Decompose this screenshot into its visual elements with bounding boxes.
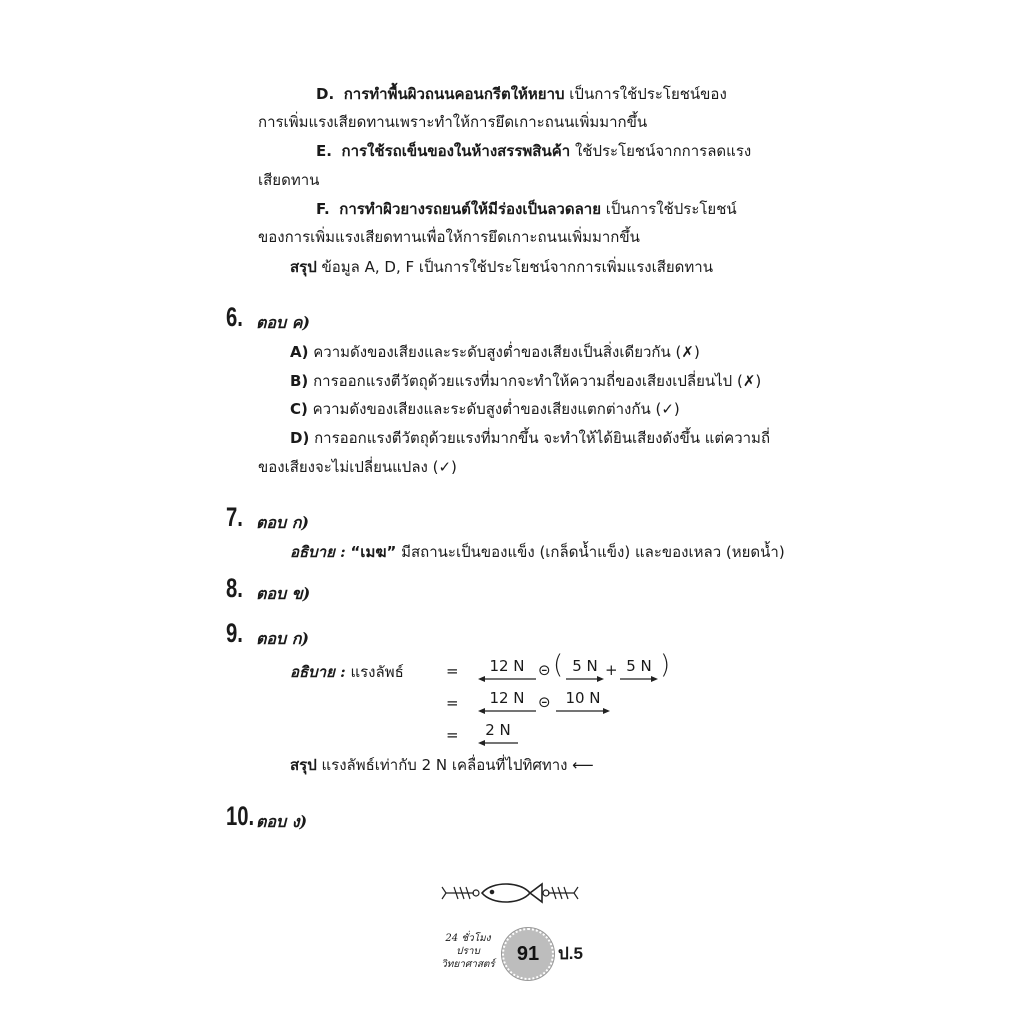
force-5n-right-a [562, 656, 608, 683]
item-title: การทำผิวยางรถยนต์ให้มีร่องเป็นลวดลาย [339, 200, 601, 218]
equals-sign: = [446, 726, 459, 744]
q9-explain-label [290, 660, 404, 684]
answer-7: ตอบ ก) [256, 513, 309, 532]
book-title-line: 24 ชั่วโมง [445, 933, 491, 944]
summary-text: แรงลัพธ์เท่ากับ 2 N เคลื่อนที่ไปทิศทาง [316, 756, 568, 774]
item-title: การทำพื้นผิวถนนคอนกรีตให้หยาบ [343, 85, 565, 103]
equals-sign: = [446, 694, 459, 712]
left-arrow-icon [478, 739, 518, 747]
force-12n-left [474, 656, 540, 683]
item-f-line2: ของการเพิ่มแรงเสียดทานเพื่อให้การยึดเกาะถนนเพิ่มมากขึ้น [258, 228, 640, 246]
right-arrow-icon [620, 675, 658, 683]
item-letter: E. [316, 142, 332, 160]
force-label: 5 N [626, 657, 652, 675]
item-f-line1 [316, 197, 737, 221]
plus-sign: + [605, 661, 618, 679]
force-label: 10 N [565, 689, 601, 707]
item-d-line2: การเพิ่มแรงเสียดทานเพราะทำให้การยึดเกาะถนนเพิ่มมากขึ้น [258, 113, 648, 131]
q6-option-a [290, 340, 700, 364]
force-10n-right [552, 688, 614, 715]
item-letter: F. [316, 200, 330, 218]
page-number: 91 [516, 942, 540, 965]
summary-2 [290, 753, 594, 777]
summary-label: สรุป [290, 258, 317, 276]
force-5n-right-b [616, 656, 662, 683]
q6-option-d-cont: ของเสียงจะไม่เปลี่ยนแปลง (✓) [258, 458, 457, 476]
question-number-7: 7. [226, 502, 243, 532]
right-arrow-icon [566, 675, 604, 683]
option-key: B) [290, 372, 309, 390]
left-arrow-icon [478, 675, 536, 683]
book-title-line: ปราบ [456, 946, 480, 957]
answer-6: ตอบ ค) [256, 313, 310, 332]
q6-option-c [290, 397, 680, 421]
page-number-badge [502, 928, 554, 980]
book-title-line: วิทยาศาสตร์ [441, 959, 495, 970]
force-label: 5 N [572, 657, 598, 675]
item-letter: D. [316, 85, 335, 103]
ominus-sign: ⊝ [538, 661, 551, 679]
force-2n-left [474, 720, 522, 747]
question-number-9: 9. [226, 618, 243, 648]
force-label: 2 N [485, 721, 511, 739]
answer-9: ตอบ ก) [256, 629, 309, 648]
right-arrow-icon [556, 707, 610, 715]
item-d-line1 [316, 82, 727, 106]
keyword: “เมฆ” [350, 543, 397, 561]
item-text: ใช้ประโยชน์จากการลดแรง [570, 142, 752, 160]
left-arrow-icon [478, 707, 536, 715]
q6-option-b [290, 369, 761, 393]
item-title: การใช้รถเข็นของในห้างสรรพสินค้า [341, 142, 571, 160]
equals-sign: = [446, 662, 459, 680]
question-number-8: 8. [226, 573, 243, 603]
summary-1 [290, 255, 713, 279]
answer-8: ตอบ ข) [256, 584, 311, 603]
book-title [436, 932, 500, 971]
q7-explanation [290, 540, 785, 564]
resultant-label: แรงลัพธ์ [350, 663, 404, 681]
ominus-sign: ⊝ [538, 693, 551, 711]
explain-label: อธิบาย : [290, 543, 346, 561]
left-paren: ( [553, 650, 564, 680]
option-text: การออกแรงตีวัตถุด้วยแรงที่มากจะทำให้ความถี่ของเสียงเปลี่ยนไป (✗) [308, 372, 762, 390]
force-label: 12 N [489, 689, 525, 707]
summary-label: สรุป [290, 756, 317, 774]
fish-decoration-icon [440, 878, 580, 908]
explain-text: มีสถานะเป็นของแข็ง (เกล็ดน้ำแข็ง) และของเหลว (หยดน้ำ) [396, 543, 785, 561]
explain-label: อธิบาย : [290, 663, 346, 681]
summary-text: ข้อมูล A, D, F เป็นการใช้ประโยชน์จากการเพิ่มแรงเสียดทาน [316, 258, 713, 276]
item-text: เป็นการใช้ประโยชน์ [601, 200, 737, 218]
item-text: เป็นการใช้ประโยชน์ของ [564, 85, 727, 103]
q6-option-d [290, 426, 770, 450]
answer-10: ตอบ ง) [256, 812, 308, 831]
item-e-line2: เสียดทาน [258, 171, 320, 189]
grade-label: ป.5 [558, 944, 583, 963]
right-paren: ) [660, 650, 671, 680]
force-label: 12 N [489, 657, 525, 675]
force-12n-left [474, 688, 540, 715]
option-text: ความดังของเสียงและระดับสูงต่ำของเสียงเป็นสิ่งเดียวกัน (✗) [308, 343, 700, 361]
option-key: A) [290, 343, 309, 361]
option-key: D) [290, 429, 310, 447]
item-e-line1 [316, 139, 751, 163]
left-arrow-icon: ⟵ [572, 756, 594, 774]
option-text: ความดังของเสียงและระดับสูงต่ำของเสียงแตกต่างกัน (✓) [307, 400, 680, 418]
option-text: การออกแรงตีวัตถุด้วยแรงที่มากขึ้น จะทำให้ได้ยินเสียงดังขึ้น แต่ความถี่ [309, 429, 771, 447]
question-number-10: 10. [226, 801, 255, 831]
option-key: C) [290, 400, 308, 418]
question-number-6: 6. [226, 302, 243, 332]
